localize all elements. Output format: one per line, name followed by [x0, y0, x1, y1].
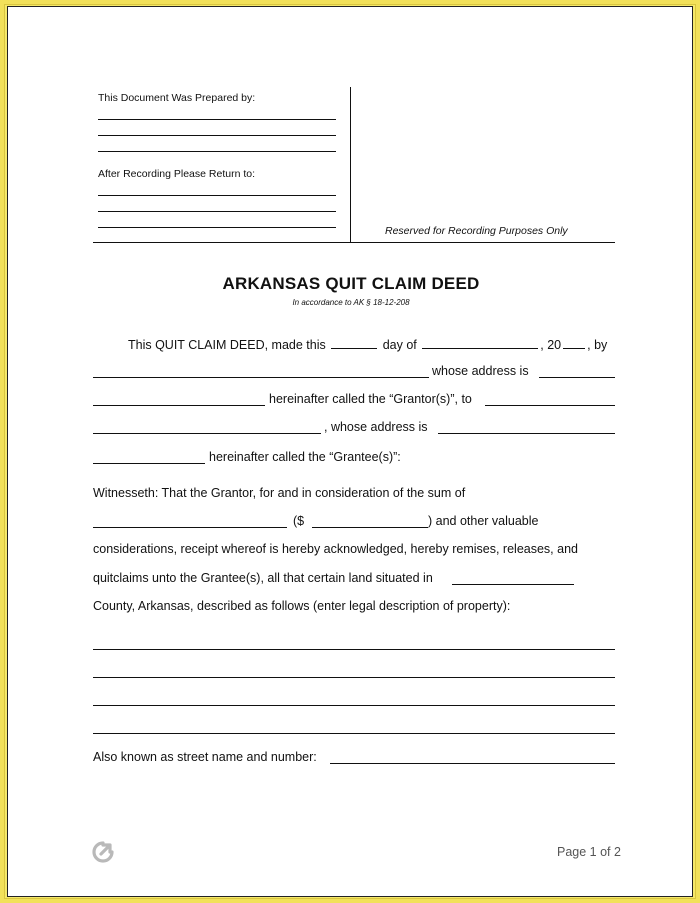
witnesseth-text: Witnesseth: That the Grantor, for and in consideration of the sum of: [93, 486, 466, 500]
return-to-label: After Recording Please Return to:: [98, 168, 255, 180]
by-text: , by: [587, 338, 608, 352]
prepared-by-line-1[interactable]: [98, 119, 336, 120]
day-of-text: day of: [382, 338, 417, 352]
deed-made-this-text: This QUIT CLAIM DEED, made this: [128, 338, 326, 352]
grantee-address-field-2[interactable]: [93, 463, 205, 464]
legal-description-line-4[interactable]: [93, 733, 615, 734]
grantee-name-field-1[interactable]: [485, 405, 615, 406]
consideration-amount-field[interactable]: [312, 527, 428, 528]
legal-description-line-2[interactable]: [93, 677, 615, 678]
page-number: Page 1 of 2: [557, 845, 621, 859]
day-field[interactable]: [331, 336, 377, 349]
deed-line-1: [128, 336, 607, 352]
consideration-words-field[interactable]: [93, 527, 287, 528]
whose-address-text-1: whose address is: [432, 364, 529, 378]
return-to-line-3[interactable]: [98, 227, 336, 228]
other-valuable-text: ) and other valuable: [428, 514, 539, 528]
county-described-text: County, Arkansas, described as follows (enter legal description of property):: [93, 599, 511, 613]
return-to-line-1[interactable]: [98, 195, 336, 196]
grantor-name-field[interactable]: [93, 377, 429, 378]
grantee-address-field-1[interactable]: [438, 433, 615, 434]
considerations-text: considerations, receipt whereof is hereby acknowledged, hereby remises, releases, and: [93, 542, 578, 556]
prepared-by-line-3[interactable]: [98, 151, 336, 152]
prepared-by-label: This Document Was Prepared by:: [98, 92, 256, 104]
legal-description-line-3[interactable]: [93, 705, 615, 706]
header-bottom-rule: [93, 242, 615, 243]
aka-label: Also known as street name and number:: [93, 750, 317, 764]
year-prefix-text: , 20: [540, 338, 562, 352]
prepared-by-line-2[interactable]: [98, 135, 336, 136]
document-subtitle: In accordance to AK § 18-12-208: [292, 298, 410, 307]
street-address-field[interactable]: [330, 763, 615, 764]
grantor-address-field-1[interactable]: [539, 377, 615, 378]
quitclaims-text: quitclaims unto the Grantee(s), all that certain land situated in: [93, 571, 433, 585]
county-field[interactable]: [452, 584, 574, 585]
year-field[interactable]: [563, 336, 585, 349]
grantor-address-field-2[interactable]: [93, 405, 265, 406]
return-to-line-2[interactable]: [98, 211, 336, 212]
grantor-called-text: hereinafter called the “Grantor(s)”, to: [269, 392, 472, 406]
document-title: ARKANSAS QUIT CLAIM DEED: [222, 274, 480, 293]
legal-description-line-1[interactable]: [93, 649, 615, 650]
reserved-label: Reserved for Recording Purposes Only: [385, 225, 568, 237]
arrow-logo-icon: [91, 840, 115, 869]
document-page: [7, 6, 693, 897]
header-divider: [350, 87, 351, 242]
whose-address-text-2: , whose address is: [324, 420, 428, 434]
grantee-called-text: hereinafter called the “Grantee(s)”:: [209, 450, 401, 464]
grantee-name-field-2[interactable]: [93, 433, 321, 434]
dollar-open-text: ($: [293, 514, 305, 528]
month-field[interactable]: [422, 336, 538, 349]
